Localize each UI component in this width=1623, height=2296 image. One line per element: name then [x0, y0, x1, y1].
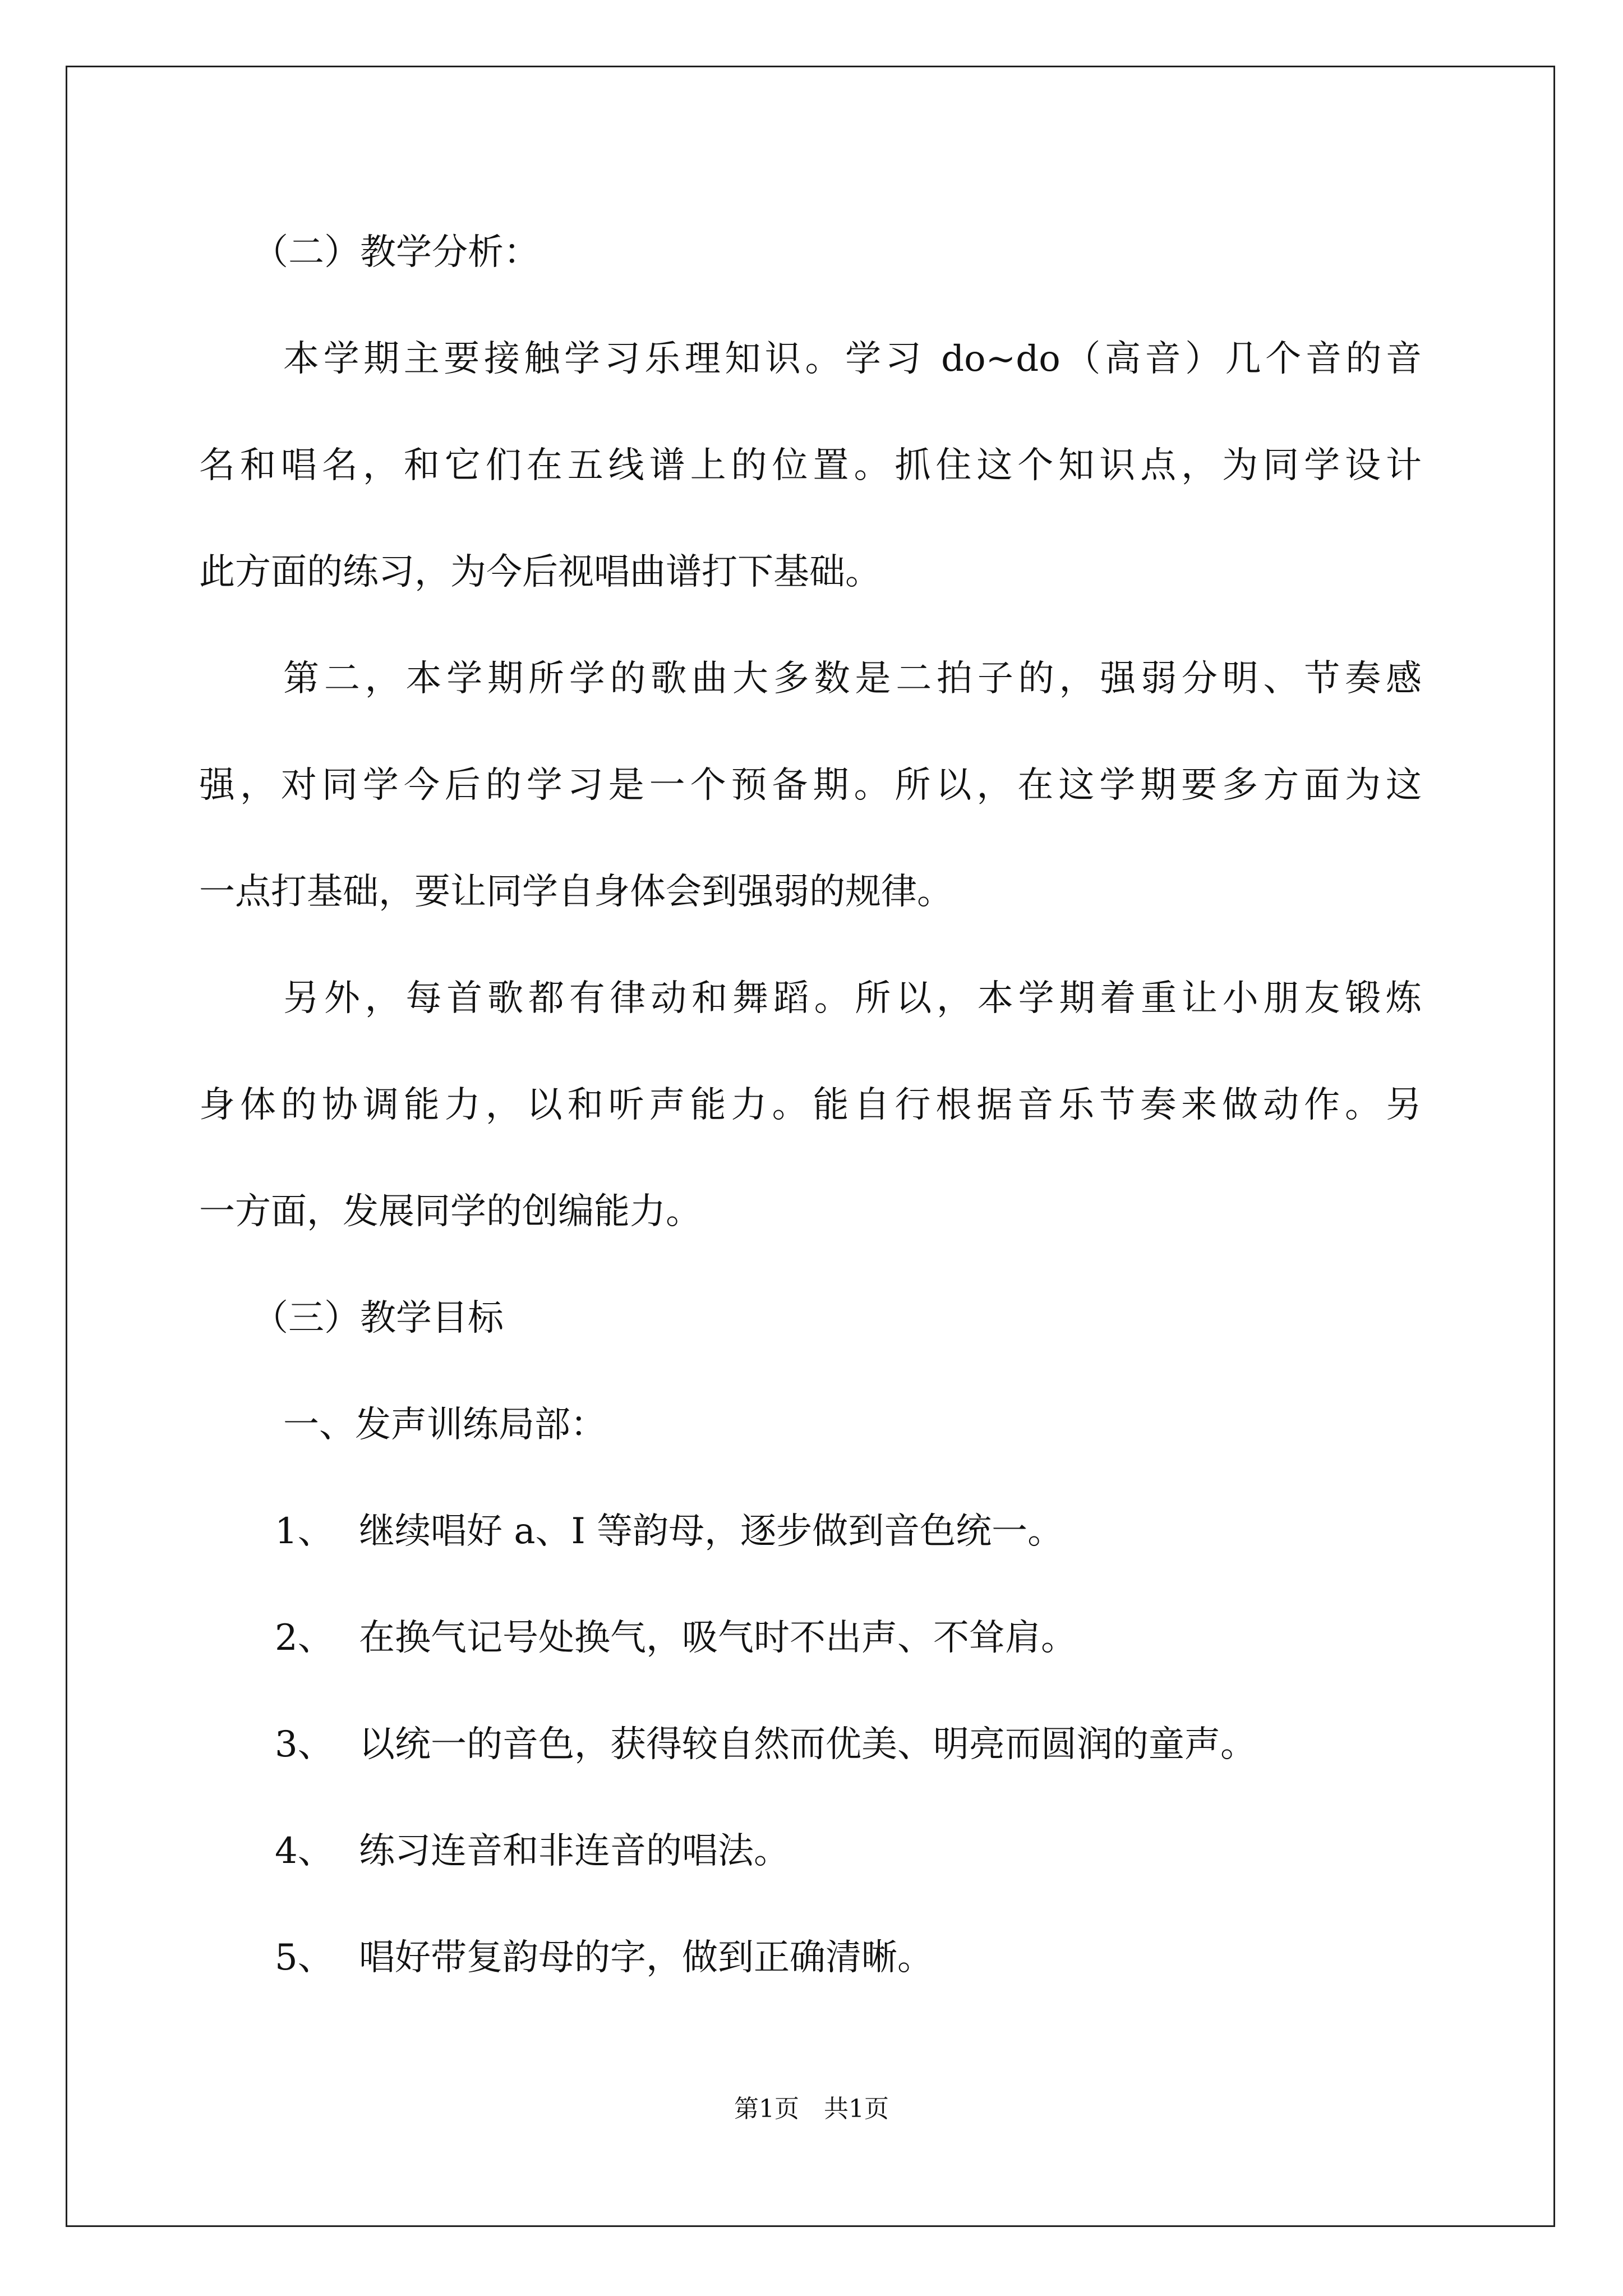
- paragraph-line: 此方面的练习，为今后视唱曲谱打下基础。: [199, 551, 881, 593]
- list-item-number: 2、: [275, 1617, 334, 1659]
- paragraph-line: 名和唱名，和它们在五线谱上的位置。抓住这个知识点，为同学设计: [199, 445, 1422, 486]
- paragraph-line: 一方面，发展同学的创编能力。: [199, 1191, 702, 1232]
- list-item-text: 继续唱好 a、I 等韵母，逐步做到音色统一。: [359, 1511, 1064, 1552]
- list-item-text: 在换气记号处换气，吸气时不出声、不耸肩。: [359, 1617, 1077, 1659]
- section-heading-analysis: （二）教学分析：: [252, 232, 540, 273]
- section-heading-goals: （三）教学目标: [252, 1297, 504, 1339]
- paragraph-line: 本学期主要接触学习乐理知识。学习 do~do（高音）几个音的音: [283, 338, 1422, 380]
- page-border: [66, 66, 1555, 2227]
- paragraph-line: 强，对同学今后的学习是一个预备期。所以，在这学期要多方面为这: [199, 765, 1422, 806]
- list-item-number: 1、: [275, 1511, 334, 1552]
- list-item-number: 3、: [275, 1724, 334, 1765]
- list-item-text: 唱好带复韵母的字，做到正确清晰。: [359, 1937, 933, 1978]
- list-item-number: 4、: [275, 1830, 334, 1872]
- paragraph-line: 另外，每首歌都有律动和舞蹈。所以，本学期着重让小朋友锻炼: [283, 978, 1422, 1019]
- subsection-heading: 一、发声训练局部：: [283, 1404, 606, 1446]
- paragraph-line: 身体的协调能力，以和听声能力。能自行根据音乐节奏来做动作。另: [199, 1084, 1422, 1126]
- page-number-footer: 第1页 共1页: [734, 2095, 889, 2123]
- list-item-text: 以统一的音色，获得较自然而优美、明亮而圆润的童声。: [359, 1724, 1256, 1765]
- list-item-number: 5、: [275, 1937, 334, 1978]
- list-item-text: 练习连音和非连音的唱法。: [359, 1830, 790, 1872]
- paragraph-line: 第二，本学期所学的歌曲大多数是二拍子的，强弱分明、节奏感: [283, 658, 1422, 700]
- paragraph-line: 一点打基础，要让同学自身体会到强弱的规律。: [199, 871, 953, 913]
